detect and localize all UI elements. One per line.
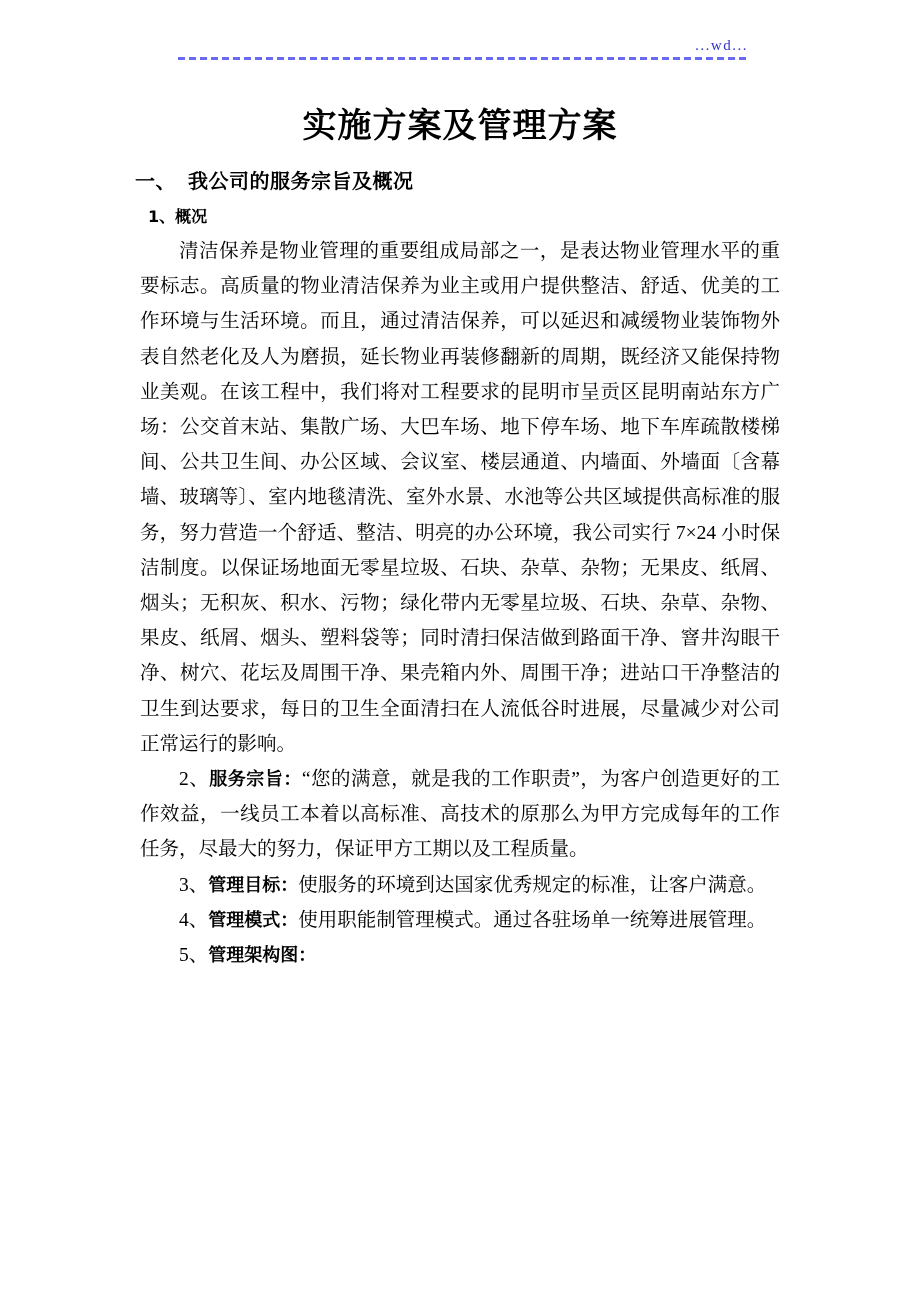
list-item-management-mode xyxy=(0,903,920,938)
item-index: 3、 xyxy=(179,874,209,896)
item-text: 使服务的环境到达国家优秀规定的标准，让客户满意。 xyxy=(298,874,767,896)
item-label: 管理目标： xyxy=(208,874,299,896)
item-label: 服务宗旨： xyxy=(209,769,302,791)
section-number: 一、 xyxy=(135,169,176,193)
item-index: 5、 xyxy=(179,945,209,967)
document-body xyxy=(0,164,920,973)
item-index: 4、 xyxy=(179,909,209,931)
section-heading-1 xyxy=(0,164,920,198)
item-label: 管理模式： xyxy=(208,909,299,931)
list-item-org-chart xyxy=(0,938,920,973)
subsection-heading-overview: 1、概况 xyxy=(148,207,208,226)
page-header xyxy=(0,38,920,72)
item-text: 使用职能制管理模式。通过各驻场单一统筹进展管理。 xyxy=(298,909,767,931)
section-title: 我公司的服务宗旨及概况 xyxy=(188,169,414,193)
list-item-service-purpose xyxy=(0,762,920,868)
list-item-management-goal xyxy=(0,868,920,903)
header-watermark-text: ...wd... xyxy=(695,38,748,54)
item-index: 2、 xyxy=(179,769,210,791)
overview-paragraph: 清洁保养是物业管理的重要组成局部之一，是表达物业管理水平的重要标志。高质量的物业清洁保养为业主或用户提供整洁、舒适、优美的工作环境与生活环境。而且，通过清洁保养，可以延迟和减缓物业装饰物外表自然老化及人为磨损，延长物业再装修翻新的周期，既经济又能保持物业美观。在该工程中，我们将对工程要求的昆明市呈贡区昆明南站东方广场：公交首末站、集散广场、大巴车场、地下停车场、地下车库疏散楼梯间、公共卫生间、办公区域、会议室、楼层通道、内墙面、外墙面〔含幕墙、玻璃等〕、室内地毯清洗、室外水景、水池等公共区域提供高标准的服务，努力营造一个舒适、整洁、明亮的办公环境，我公司实行 7×24 小时保洁制度。以保证场地面无零星垃圾、石块、杂草、杂物；无果皮、纸屑、烟头；无积灰、积水、污物；绿化带内无零星垃圾、石块、杂草、杂物、果皮、纸屑、烟头、塑料袋等；同时清扫保洁做到路面干净、窨井沟眼干净、树穴、花坛及周围干净、果壳箱内外、周围干净；进站口干净整洁的卫生到达要求，每日的卫生全面清扫在人流低谷时进展，尽量减少对公司正常运行的影响。 xyxy=(140,241,780,755)
item-label: 管理架构图： xyxy=(208,945,317,967)
page-title: 实施方案及管理方案 xyxy=(302,106,618,146)
item-text: “您的满意，就是我的工作职责”，为客户创造更好的工作效益，一线员工本着以高标准、高技术的原那么为甲方完成每年的工作任务，尽最大的努力，保证甲方工期以及工程质量。 xyxy=(140,769,780,861)
header-dashed-rule xyxy=(178,57,750,60)
